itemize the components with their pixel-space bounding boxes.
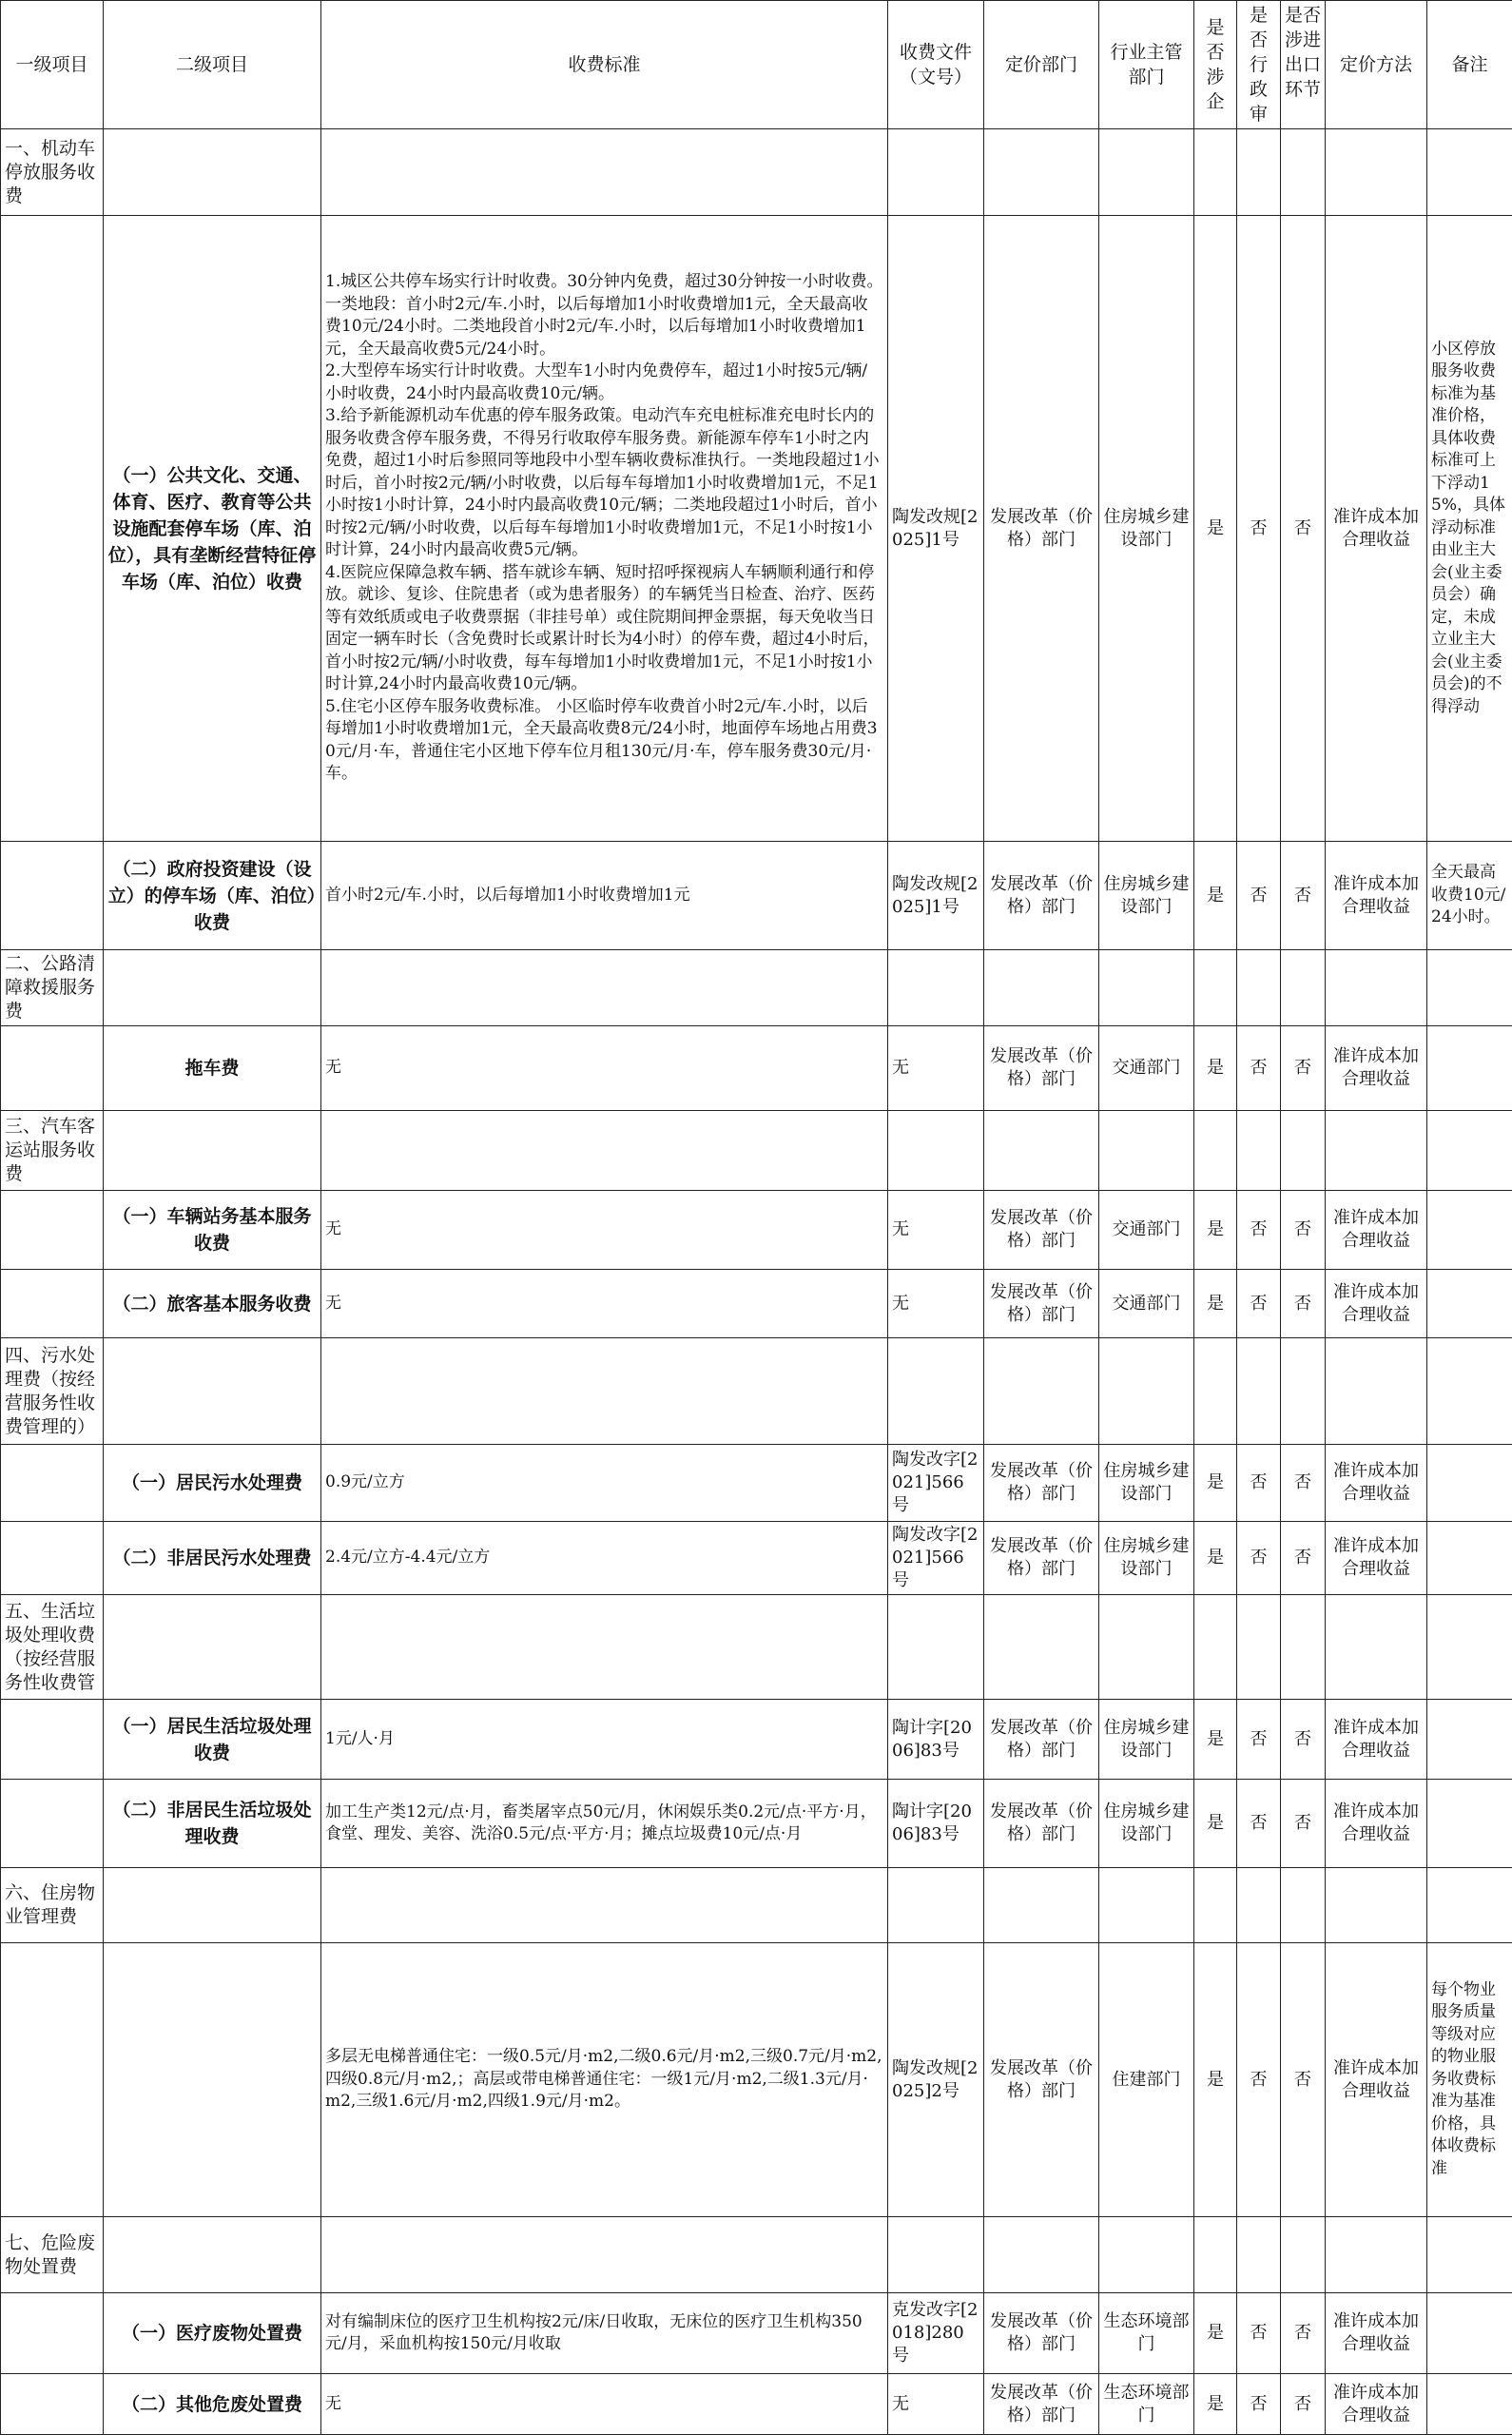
involves-enterprise: 是 [1194, 2293, 1237, 2374]
pricing-method: 准许成本加合理收益 [1326, 1700, 1427, 1780]
import-export-flag: 否 [1281, 1191, 1326, 1270]
pricing-method: 准许成本加合理收益 [1326, 842, 1427, 950]
import-export-flag: 否 [1281, 2374, 1326, 2435]
pricing-method: 准许成本加合理收益 [1326, 1445, 1427, 1522]
fee-doc: 无 [888, 1270, 984, 1338]
col-import-export: 是否涉进出口环节 [1281, 1, 1326, 129]
pricing-dept: 发展改革（价格）部门 [984, 1700, 1099, 1780]
col-involves-enterprise: 是否涉企 [1194, 1, 1237, 129]
admin-flag: 否 [1237, 842, 1281, 950]
section-title: 六、住房物业管理费 [1, 1868, 104, 1943]
table-row [1, 2374, 1512, 2435]
industry-dept: 住建部门 [1099, 1943, 1194, 2217]
fee-doc: 陶发改字[2021]566号 [888, 1445, 984, 1522]
import-export-flag: 否 [1281, 1943, 1326, 2217]
fee-doc: 陶计字[2006]83号 [888, 1700, 984, 1780]
fee-standard: 加工生产类12元/点·月，畜类屠宰点50元/月，休闲娱乐类0.2元/点·平方·月，食堂、理发、美容、洗浴0.5元/点·平方·月；摊点垃圾费10元/点·月 [321, 1780, 888, 1868]
involves-enterprise: 是 [1194, 1700, 1237, 1780]
pricing-method: 准许成本加合理收益 [1326, 2374, 1427, 2435]
header-row [1, 1, 1512, 129]
involves-enterprise: 是 [1194, 842, 1237, 950]
pricing-dept: 发展改革（价格）部门 [984, 1780, 1099, 1868]
pricing-method: 准许成本加合理收益 [1326, 1270, 1427, 1338]
import-export-flag: 否 [1281, 1270, 1326, 1338]
pricing-dept: 发展改革（价格）部门 [984, 1270, 1099, 1338]
pricing-dept: 发展改革（价格）部门 [984, 2374, 1099, 2435]
col-industry-dept: 行业主管部门 [1099, 1, 1194, 129]
involves-enterprise: 是 [1194, 1191, 1237, 1270]
industry-dept: 住房城乡建设部门 [1099, 1700, 1194, 1780]
involves-enterprise: 是 [1194, 2374, 1237, 2435]
fee-standard: 无 [321, 2374, 888, 2435]
table-row [1, 1026, 1512, 1111]
table-row [1, 2293, 1512, 2374]
involves-enterprise: 是 [1194, 1026, 1237, 1111]
import-export-flag: 否 [1281, 1445, 1326, 1522]
remark: 小区停放服务收费标准为基准价格，具体收费标准可上下浮动15%，具体浮动标准由业主大会(业主委员会）确定，未成立业主大会(业主委员会)的不得浮动 [1427, 216, 1512, 842]
section-row [1, 2217, 1512, 2293]
admin-flag: 否 [1237, 1270, 1281, 1338]
pricing-method: 准许成本加合理收益 [1326, 1943, 1427, 2217]
pricing-method: 准许成本加合理收益 [1326, 1026, 1427, 1111]
pricing-dept: 发展改革（价格）部门 [984, 1191, 1099, 1270]
involves-enterprise: 是 [1194, 1445, 1237, 1522]
fee-standard: 对有编制床位的医疗卫生机构按2元/床/日收取，无床位的医疗卫生机构350元/月，采血机构按150元/月收取 [321, 2293, 888, 2374]
involves-enterprise: 是 [1194, 1270, 1237, 1338]
admin-flag: 否 [1237, 2293, 1281, 2374]
fee-doc: 陶发改字[2021]566号 [888, 1522, 984, 1595]
fee-doc: 陶发改规[2025]1号 [888, 216, 984, 842]
industry-dept: 住房城乡建设部门 [1099, 842, 1194, 950]
industry-dept: 住房城乡建设部门 [1099, 1445, 1194, 1522]
section-title: 三、汽车客运站服务收费 [1, 1111, 104, 1191]
col-remark: 备注 [1427, 1, 1512, 129]
fee-doc: 克发改字[2018]280号 [888, 2293, 984, 2374]
admin-flag: 否 [1237, 1943, 1281, 2217]
pricing-method: 准许成本加合理收益 [1326, 1191, 1427, 1270]
col-pricing-dept: 定价部门 [984, 1, 1099, 129]
pricing-dept: 发展改革（价格）部门 [984, 216, 1099, 842]
item-name: 拖车费 [104, 1026, 321, 1111]
fee-standard: 首小时2元/车.小时，以后每增加1小时收费增加1元 [321, 842, 888, 950]
fee-standard: 无 [321, 1270, 888, 1338]
table-row [1, 1445, 1512, 1522]
item-name: （二）非居民污水处理费 [104, 1522, 321, 1595]
col-level2: 二级项目 [104, 1, 321, 129]
import-export-flag: 否 [1281, 842, 1326, 950]
item-name: （二）非居民生活垃圾处理收费 [104, 1780, 321, 1868]
item-name: （一）医疗废物处置费 [104, 2293, 321, 2374]
fee-standard: 无 [321, 1026, 888, 1111]
fee-doc: 陶发改规[2025]2号 [888, 1943, 984, 2217]
import-export-flag: 否 [1281, 216, 1326, 842]
pricing-dept: 发展改革（价格）部门 [984, 2293, 1099, 2374]
involves-enterprise: 是 [1194, 1780, 1237, 1868]
table-row [1, 1522, 1512, 1595]
import-export-flag: 否 [1281, 2293, 1326, 2374]
pricing-dept: 发展改革（价格）部门 [984, 1522, 1099, 1595]
industry-dept: 住房城乡建设部门 [1099, 1522, 1194, 1595]
import-export-flag: 否 [1281, 1026, 1326, 1111]
industry-dept: 生态环境部门 [1099, 2293, 1194, 2374]
col-admin: 是否行政审 [1237, 1, 1281, 129]
pricing-dept: 发展改革（价格）部门 [984, 842, 1099, 950]
item-name: （一）居民污水处理费 [104, 1445, 321, 1522]
col-level1: 一级项目 [1, 1, 104, 129]
fee-doc: 陶计字[2006]83号 [888, 1780, 984, 1868]
table-row [1, 1270, 1512, 1338]
section-row [1, 950, 1512, 1026]
item-name: （一）公共文化、交通、体育、医疗、教育等公共设施配套停车场（库、泊位），具有垄断经营特征停车场（库、泊位）收费 [104, 216, 321, 842]
industry-dept: 住房城乡建设部门 [1099, 216, 1194, 842]
fee-doc: 无 [888, 1191, 984, 1270]
section-row [1, 1868, 1512, 1943]
pricing-method: 准许成本加合理收益 [1326, 216, 1427, 842]
involves-enterprise: 是 [1194, 216, 1237, 842]
pricing-dept: 发展改革（价格）部门 [984, 1445, 1099, 1522]
item-name: （一）车辆站务基本服务收费 [104, 1191, 321, 1270]
admin-flag: 否 [1237, 1191, 1281, 1270]
section-title: 七、危险废物处置费 [1, 2217, 104, 2293]
pricing-dept: 发展改革（价格）部门 [984, 1943, 1099, 2217]
item-name: （一）居民生活垃圾处理收费 [104, 1700, 321, 1780]
table-row [1, 1191, 1512, 1270]
involves-enterprise: 是 [1194, 1943, 1237, 2217]
section-title: 二、公路清障救援服务费 [1, 950, 104, 1026]
fee-doc: 陶发改规[2025]1号 [888, 842, 984, 950]
table-row [1, 1780, 1512, 1868]
section-row [1, 129, 1512, 216]
remark: 全天最高收费10元/24小时。 [1427, 842, 1512, 950]
item-name: （二）其他危废处置费 [104, 2374, 321, 2435]
admin-flag: 否 [1237, 1522, 1281, 1595]
table-row [1, 842, 1512, 950]
admin-flag: 否 [1237, 216, 1281, 842]
admin-flag: 否 [1237, 1026, 1281, 1111]
admin-flag: 否 [1237, 1445, 1281, 1522]
section-row [1, 1595, 1512, 1700]
import-export-flag: 否 [1281, 1522, 1326, 1595]
fee-standard: 无 [321, 1191, 888, 1270]
item-name: （二）政府投资建设（设立）的停车场（库、泊位）收费 [104, 842, 321, 950]
industry-dept: 交通部门 [1099, 1270, 1194, 1338]
fee-standard: 1.城区公共停车场实行计时收费。30分钟内免费，超过30分钟按一小时收费。一类地段：首小时2元/车.小时，以后每增加1小时收费增加1元，全天最高收费10元/24小时。二类地段首小时2元/车.小时，以后每增加1小时收费增加1元，全天最高收费5元/24小时。 2.大型停车场实行计时收费。大型车1小时内免费停车，超过1小时按5元/辆/小时收费，24小时内最高收费10元/辆。 3.给予新能源机动车优惠的停车服务政策。电动汽车充电桩标准充电时长内的服务收费含停车服务费，不得另行收取停车服务费。新能源车停车1小时之内免费，超过1小时后参照同等地段中小型车辆收费标准执行。一类地段超过1小时后，首小时按2元/辆/小时收费，以后每车每增加1小时收费增加1元，不足1小时按1小时计算，24小时内最高收费10元/辆；二类地段超过1小时后，首小时按2元/辆/小时收费，以后每车每增加1小时收费增加1元，不足1小时按1小时计算，24小时内最高收费5元/辆。 4.医院应保障急救车辆、搭车就诊车辆、短时招呼探视病人车辆顺利通行和停放。就诊、复诊、住院患者（或为患者服务）的车辆凭当日检查、治疗、医药等有效纸质或电子收费票据（非挂号单）或住院期间押金票据，每天免收当日固定一辆车时长（含免费时长或累计时长为4小时）的停车费，超过4小时后，首小时按2元/辆/小时收费，每车每增加1小时收费增加1元，不足1小时按1小时计算,24小时内最高收费10元/辆。 5.住宅小区停车服务收费标准。 小区临时停车收费首小时2元/车.小时，以后每增加1小时收费增加1元，全天最高收费8元/24小时，地面停车场地占用费30元/月·车，普通住宅小区地下停车位月租130元/月·车，停车服务费30元/月·车。 [321, 216, 888, 842]
fee-standard: 多层无电梯普通住宅：一级0.5元/月·m2,二级0.6元/月·m2,三级0.7元/月·m2,四级0.8元/月·m2,；高层或带电梯普通住宅：一级1元/月·m2,二级1.3元/月·m2,三级1.6元/月·m2,四级1.9元/月·m2。 [321, 1943, 888, 2217]
industry-dept: 住房城乡建设部门 [1099, 1780, 1194, 1868]
col-doc: 收费文件（文号） [888, 1, 984, 129]
section-row [1, 1338, 1512, 1445]
pricing-method: 准许成本加合理收益 [1326, 2293, 1427, 2374]
admin-flag: 否 [1237, 2374, 1281, 2435]
table-row [1, 216, 1512, 842]
pricing-dept: 发展改革（价格）部门 [984, 1026, 1099, 1111]
industry-dept: 交通部门 [1099, 1191, 1194, 1270]
pricing-method: 准许成本加合理收益 [1326, 1780, 1427, 1868]
fee-standard: 2.4元/立方-4.4元/立方 [321, 1522, 888, 1595]
industry-dept: 生态环境部门 [1099, 2374, 1194, 2435]
fee-standard: 0.9元/立方 [321, 1445, 888, 1522]
involves-enterprise: 是 [1194, 1522, 1237, 1595]
fee-standard: 1元/人·月 [321, 1700, 888, 1780]
table-row [1, 1700, 1512, 1780]
industry-dept: 交通部门 [1099, 1026, 1194, 1111]
fee-doc: 无 [888, 2374, 984, 2435]
admin-flag: 否 [1237, 1700, 1281, 1780]
section-title: 一、机动车停放服务收费 [1, 129, 104, 216]
item-name: （二）旅客基本服务收费 [104, 1270, 321, 1338]
admin-flag: 否 [1237, 1780, 1281, 1868]
pricing-method: 准许成本加合理收益 [1326, 1522, 1427, 1595]
fee-doc: 无 [888, 1026, 984, 1111]
import-export-flag: 否 [1281, 1700, 1326, 1780]
table-row [1, 1943, 1512, 2217]
section-title: 五、生活垃圾处理收费（按经营服务性收费管 [1, 1595, 104, 1700]
remark: 每个物业服务质量等级对应的物业服务收费标准为基准价格，具体收费标准 [1427, 1943, 1512, 2217]
section-row [1, 1111, 1512, 1191]
section-title: 四、污水处理费（按经营服务性收费管理的） [1, 1338, 104, 1445]
import-export-flag: 否 [1281, 1780, 1326, 1868]
col-standard: 收费标准 [321, 1, 888, 129]
col-method: 定价方法 [1326, 1, 1427, 129]
